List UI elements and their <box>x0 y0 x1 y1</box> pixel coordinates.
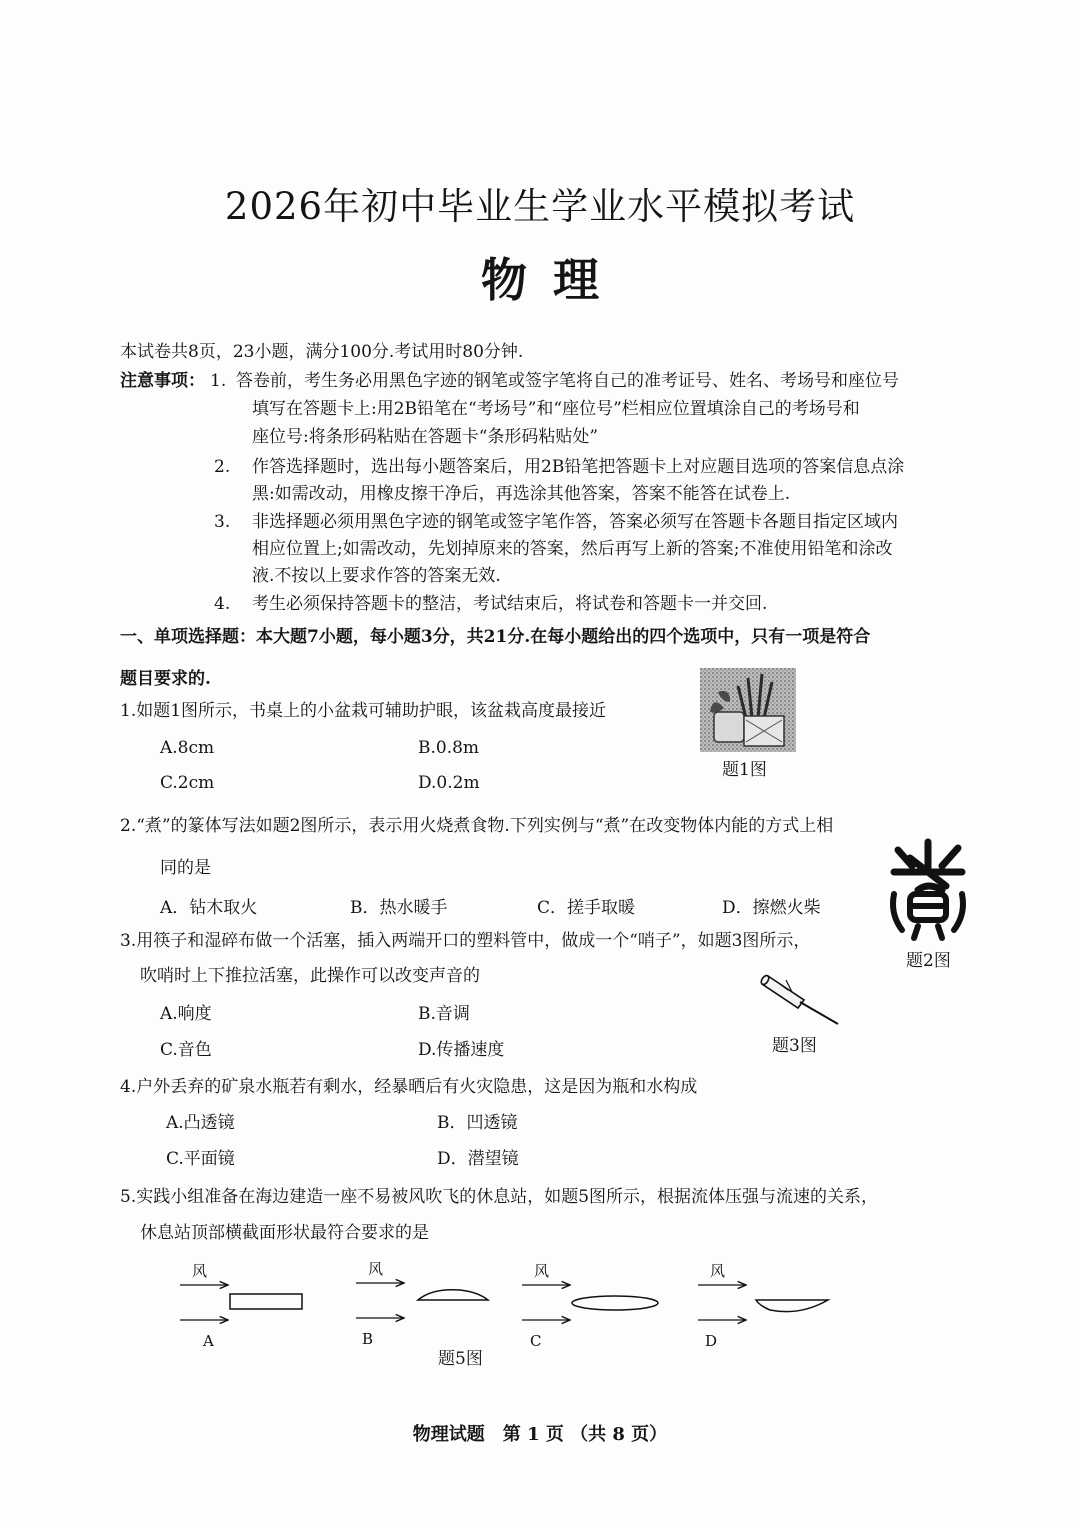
exam-intro: 本试卷共8页，23小题，满分100分.考试用时80分钟. <box>120 342 524 362</box>
q5-wind-label-c: 风 <box>534 1262 550 1280</box>
q3-stem-line-2: 吹哨时上下推拉活塞，此操作可以改变声音的 <box>140 966 480 986</box>
q5-label-a: A <box>203 1332 214 1350</box>
q1-option-d: D.0.2m <box>418 773 480 793</box>
notice-3-num: 3. <box>214 512 231 532</box>
q2-seal-script-character-image <box>888 838 968 942</box>
notice-2-num: 2. <box>214 457 231 477</box>
notice-2-line-1: 作答选择题时，选出每小题答案后，用2B铅笔把答题卡上对应题目选项的答案信息点涂 <box>252 457 905 477</box>
q1-option-a: A.8cm <box>160 738 215 758</box>
notice-3-line-2: 相应位置上;如需改动，先划掉原来的答案，然后再写上新的答案;不准使用铅笔和涂改 <box>252 539 893 559</box>
q3-option-a: A.响度 <box>160 1004 212 1024</box>
notice-4-num: 4. <box>214 594 231 614</box>
exam-title: 2026年初中毕业生学业水平模拟考试 <box>224 185 856 228</box>
q2-figure-caption: 题2图 <box>906 951 951 971</box>
q4-option-d: D．潜望镜 <box>437 1149 519 1169</box>
notice-1-line-2: 填写在答题卡上:用2B铅笔在“考场号”和“座位号”栏相应位置填涂自己的考场号和 <box>252 399 860 419</box>
q5-label-c: C <box>530 1332 542 1350</box>
q4-stem: 4.户外丢弃的矿泉水瓶若有剩水，经暴晒后有火灾隐患，这是因为瓶和水构成 <box>120 1077 698 1097</box>
exam-subject: 物理 <box>481 253 625 307</box>
q3-option-b: B.音调 <box>418 1004 470 1024</box>
q3-whistle-diagram <box>760 962 844 1026</box>
q2-stem-line-2: 同的是 <box>160 858 211 878</box>
q5-shape-d-inverted-airfoil <box>756 1300 828 1312</box>
page-footer: 物理试题 第 1 页 （共 8 页） <box>412 1424 668 1445</box>
notice-3-line-1: 非选择题必须用黑色字迹的钢笔或签字笔作答，答案必须写在答题卡各题目指定区域内 <box>252 512 898 532</box>
q4-option-b: B．凹透镜 <box>437 1113 518 1133</box>
q5-wind-label-a: 风 <box>192 1262 208 1280</box>
q5-roof-cross-section-diagram <box>170 1258 850 1350</box>
q5-shape-b-airfoil <box>418 1290 488 1300</box>
q3-option-c: C.音色 <box>160 1040 212 1060</box>
notice-3-line-3: 液.不按以上要求作答的答案无效. <box>252 566 501 586</box>
q5-stem-line-1: 5.实践小组准备在海边建造一座不易被风吹飞的休息站，如题5图所示，根据流体压强与流速的关系， <box>120 1187 879 1207</box>
q4-option-c: C.平面镜 <box>166 1149 235 1169</box>
section1-heading-line-2: 题目要求的. <box>120 669 211 689</box>
q5-shape-c-ellipse <box>572 1296 658 1310</box>
q2-stem-line-1: 2.“煮”的篆体写法如题2图所示，表示用火烧煮食物.下列实例与“煮”在改变物体内能的方式上相 <box>120 816 834 836</box>
q3-figure-caption: 题3图 <box>772 1036 817 1056</box>
q3-stem-line-1: 3.用筷子和湿碎布做一个活塞，插入两端开口的塑料管中，做成一个“哨子”，如题3图所示， <box>120 931 811 951</box>
q5-label-b: B <box>362 1330 374 1348</box>
q5-wind-label-b: 风 <box>368 1260 384 1278</box>
notice-1-num: 1. <box>210 371 227 391</box>
q3-option-d: D.传播速度 <box>418 1040 505 1060</box>
notice-4-line-1: 考生必须保持答题卡的整洁，考试结束后，将试卷和答题卡一并交回. <box>252 594 768 614</box>
notice-1-line-3: 座位号:将条形码粘贴在答题卡“条形码粘贴处” <box>252 427 599 447</box>
q1-option-c: C.2cm <box>160 773 215 793</box>
q5-stem-line-2: 休息站顶部横截面形状最符合要求的是 <box>140 1223 429 1243</box>
q4-option-a: A.凸透镜 <box>166 1113 235 1133</box>
q5-shape-a-rectangle <box>230 1294 302 1309</box>
notice-2-line-2: 黑:如需改动，用橡皮擦干净后，再选涂其他答案，答案不能答在试卷上. <box>252 484 791 504</box>
q1-option-b: B.0.8m <box>418 738 480 758</box>
section1-heading-line-1: 一、单项选择题：本大题7小题，每小题3分，共21分.在每小题给出的四个选项中，只有一项是符合 <box>120 627 871 647</box>
q5-figure-caption: 题5图 <box>438 1349 483 1369</box>
q1-stem: 1.如题1图所示，书桌上的小盆栽可辅助护眼，该盆栽高度最接近 <box>120 701 607 721</box>
q2-option-a: A．钻木取火 <box>160 898 258 918</box>
q2-option-c: C．搓手取暖 <box>537 898 636 918</box>
q5-wind-label-d: 风 <box>710 1262 726 1280</box>
q1-figure-caption: 题1图 <box>722 760 767 780</box>
q2-option-d: D．擦燃火柴 <box>722 898 821 918</box>
q1-plant-photo <box>700 668 796 752</box>
q2-option-b: B．热水暖手 <box>350 898 448 918</box>
notice-1-line-1: 答卷前，考生务必用黑色字迹的钢笔或签字笔将自己的准考证号、姓名、考场号和座位号 <box>236 371 899 391</box>
q5-label-d: D <box>705 1332 718 1350</box>
notice-label: 注意事项： <box>120 371 205 391</box>
